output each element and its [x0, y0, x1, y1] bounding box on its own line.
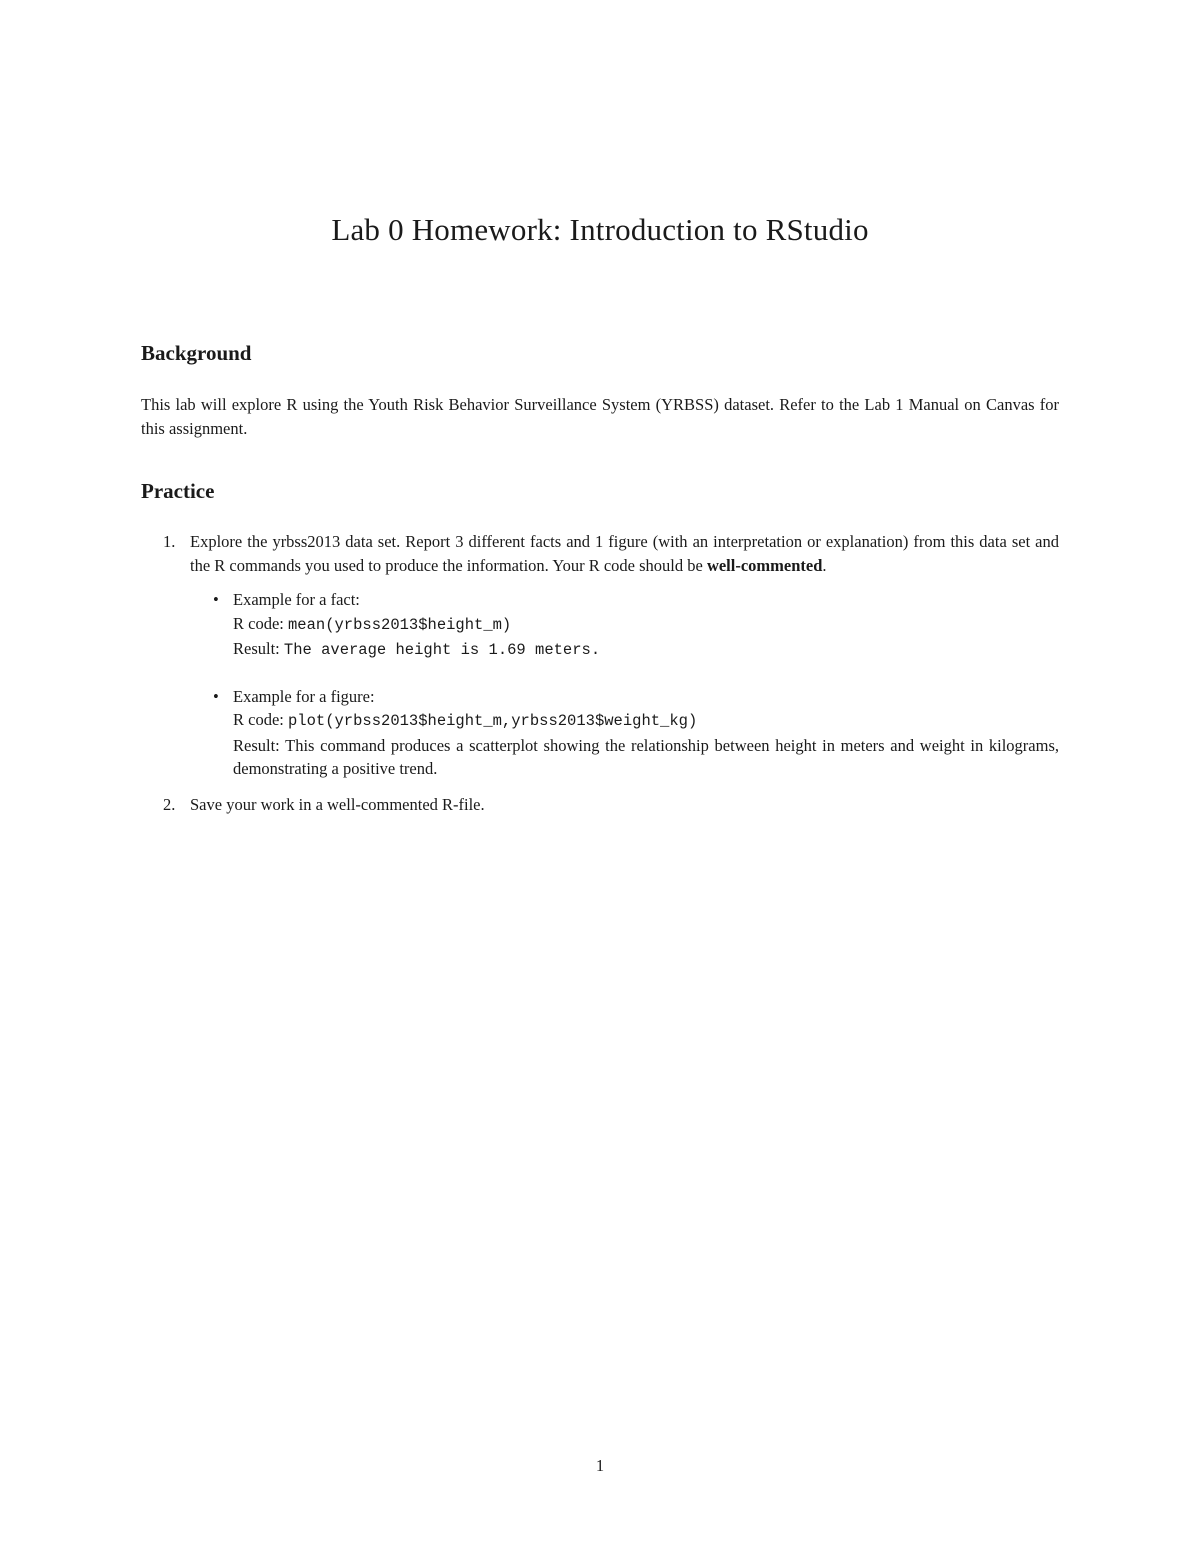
item-number: 2. — [163, 794, 176, 814]
item-text: Save your work in a well-commented R-file. — [190, 794, 485, 814]
bullet-icon: • — [213, 590, 219, 609]
example-figure — [190, 685, 1059, 781]
example-fact — [190, 588, 1059, 663]
section-heading-background: Background — [141, 341, 252, 365]
example-code-line — [233, 612, 1059, 638]
example-result-line — [233, 637, 1059, 663]
document-title: Lab 0 Homework: Introduction to RStudio — [331, 212, 869, 247]
item-number: 1. — [163, 532, 176, 551]
code-prefix: R code: — [233, 710, 288, 729]
section-heading-practice: Practice — [141, 479, 215, 503]
example-label: Example for a figure: — [233, 686, 375, 706]
result-prefix: Result: — [233, 735, 286, 755]
practice-list — [141, 530, 1059, 816]
page-number: 1 — [595, 1456, 605, 1475]
bullet-icon: • — [213, 686, 219, 706]
code-snippet: plot(yrbss2013$height_m,yrbss2013$weight_kg) — [288, 712, 698, 730]
item-text: Explore the yrbss2013 data set. Report 3 different facts and 1 figure (with an interpretation or explanation) from this data set and the R commands you used to produce the information. Your R code should be — [190, 532, 1059, 575]
result-prefix: Result: — [233, 639, 284, 658]
example-code-line — [233, 708, 1059, 734]
result-text: This command produces a scatterplot showing the relationship between height in meters and weight in kilograms, demonstrating a positive trend. — [233, 735, 1059, 778]
background-paragraph: This lab will explore R using the Youth Risk Behavior Surveillance System (YRBSS) dataset. Refer to the Lab 1 Manual on Canvas for this assignment. — [141, 395, 1059, 438]
practice-item-1 — [141, 530, 1059, 781]
code-snippet: mean(yrbss2013$height_m) — [288, 615, 512, 634]
item-text-emphasis: well-commented — [706, 555, 823, 575]
result-text: The average height is 1.69 meters. — [283, 641, 601, 659]
practice-item-2 — [141, 793, 1059, 817]
example-label: Example for a fact: — [233, 590, 360, 609]
example-list — [190, 588, 1059, 781]
example-result-line — [233, 734, 1059, 781]
item-text-end: . — [822, 555, 827, 575]
code-prefix: R code: — [233, 613, 288, 633]
